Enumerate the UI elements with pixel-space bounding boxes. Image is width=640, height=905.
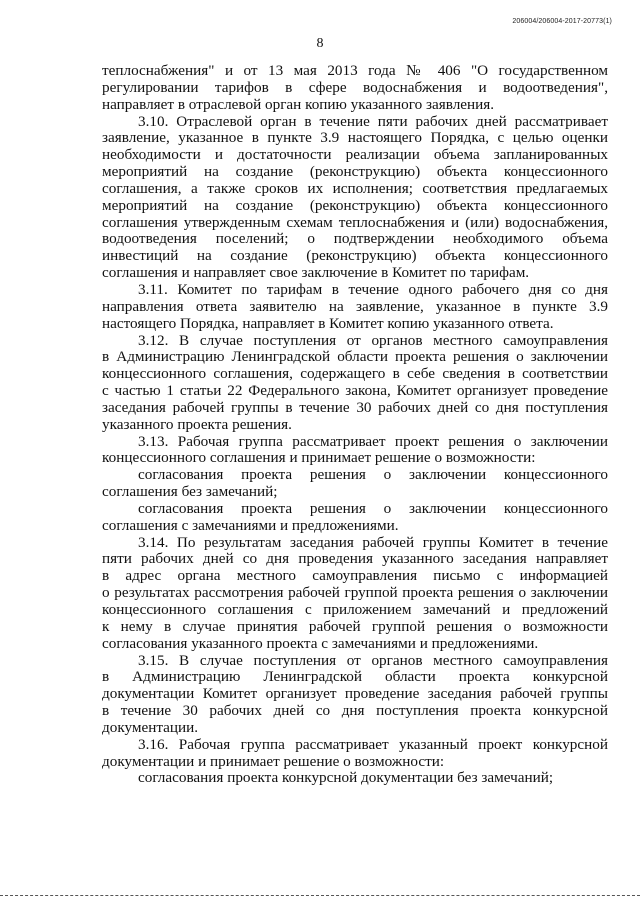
text-line: в течение 30 рабочих дней со дня поступления проекта конкурсной xyxy=(102,703,608,720)
text-line: направляет в отраслевой орган копию указанного заявления. xyxy=(102,96,495,113)
text-line: мероприятий на создание (реконструкцию) объекта концессионного xyxy=(102,164,608,181)
text-line: согласования проекта решения о заключении концессионного xyxy=(138,500,608,517)
text-line: водоотведения поселений; о подтверждении необходимого объема xyxy=(102,231,608,248)
text-line: инвестиций на создание (реконструкцию) объекта концессионного xyxy=(102,248,608,265)
text-line: с частью 1 статьи 22 Федерального закона, Комитет организует проведение xyxy=(102,383,608,400)
text-line: о результатах рассмотрения рабочей группой проекта решения о заключении xyxy=(102,585,608,602)
text-line: соглашения без замечаний; xyxy=(102,484,278,501)
text-line: необходимости и достаточности реализации объема запланированных xyxy=(102,147,608,164)
text-line: документации Комитет организует проведение заседания рабочей группы xyxy=(102,686,608,703)
text-line: 3.15. В случае поступления от органов местного самоуправления xyxy=(138,652,608,669)
text-line: теплоснабжения" и от 13 мая 2013 года № 406 "О государственном xyxy=(102,63,608,79)
text-line: заседания рабочей группы в течение 30 рабочих дней со дня поступления xyxy=(102,399,608,416)
text-line: направления ответа заявителю на заявление, указанное в пункте 3.9 xyxy=(102,298,608,315)
text-line: пяти рабочих дней со дня проведения указанного заседания направляет xyxy=(102,551,608,568)
text-line: 3.12. В случае поступления от органов местного самоуправления xyxy=(138,332,608,349)
text-line: концессионного соглашения с приложением замечаний и предложений xyxy=(102,602,608,618)
text-line: заявление, указанное в пункте 3.9 настоящего Порядка, с целью оценки xyxy=(102,130,608,147)
text-line: мероприятий на создание (реконструкцию) объекта концессионного xyxy=(102,197,608,214)
text-line: соглашения с замечаниями и предложениями. xyxy=(102,517,399,534)
page-number: 8 xyxy=(316,36,324,51)
scan-bottom-edge xyxy=(0,895,640,896)
text-line: соглашения и направляет свое заключение в Комитет по тарифам. xyxy=(102,265,530,282)
text-line: концессионного соглашения и принимает решение о возможности: xyxy=(102,450,536,467)
text-line: в Администрацию Ленинградской области проекта решения о заключении xyxy=(102,349,608,366)
text-line: регулировании тарифов в сфере водоснабжения и водоотведения", xyxy=(102,79,608,96)
text-line: соглашения утвержденным схемам теплоснабжения и (или) водоснабжения, xyxy=(102,214,608,231)
text-line: указанного проекта решения. xyxy=(102,416,292,433)
text-line: к нему в случае принятия рабочей группой решения о возможности xyxy=(102,618,608,635)
text-line: концессионного соглашения, содержащего в себе сведения в соответствии xyxy=(102,366,608,383)
text-line: 3.14. По результатам заседания рабочей группы Комитет в течение xyxy=(138,534,608,551)
text-line: 3.16. Рабочая группа рассматривает указанный проект конкурсной xyxy=(138,736,608,753)
text-line: 3.10. Отраслевой орган в течение пяти рабочих дней рассматривает xyxy=(138,113,608,130)
text-line: документации. xyxy=(102,719,199,736)
text-line: настоящего Порядка, направляет в Комитет копию указанного ответа. xyxy=(102,315,554,332)
text-line: документации и принимает решение о возможности: xyxy=(102,753,445,770)
document-body xyxy=(102,63,608,787)
text-line: в адрес органа местного самоуправления письмо с информацией xyxy=(102,568,608,585)
text-line: 3.11. Комитет по тарифам в течение одного рабочего дня со дня xyxy=(138,281,608,298)
text-line: согласования указанного проекта с замечаниями и предложениями. xyxy=(102,635,539,652)
document-id: 206004/206004-2017-20773(1) xyxy=(512,18,612,25)
text-line: в Администрацию Ленинградской области проекта конкурсной xyxy=(102,669,608,686)
text-line: 3.13. Рабочая группа рассматривает проект решения о заключении xyxy=(138,433,608,450)
text-line: согласования проекта конкурсной документации без замечаний; xyxy=(138,770,554,787)
text-line: соглашения, а также сроков их исполнения; соответствия предлагаемых xyxy=(102,180,608,197)
text-line: согласования проекта решения о заключении концессионного xyxy=(138,467,608,484)
